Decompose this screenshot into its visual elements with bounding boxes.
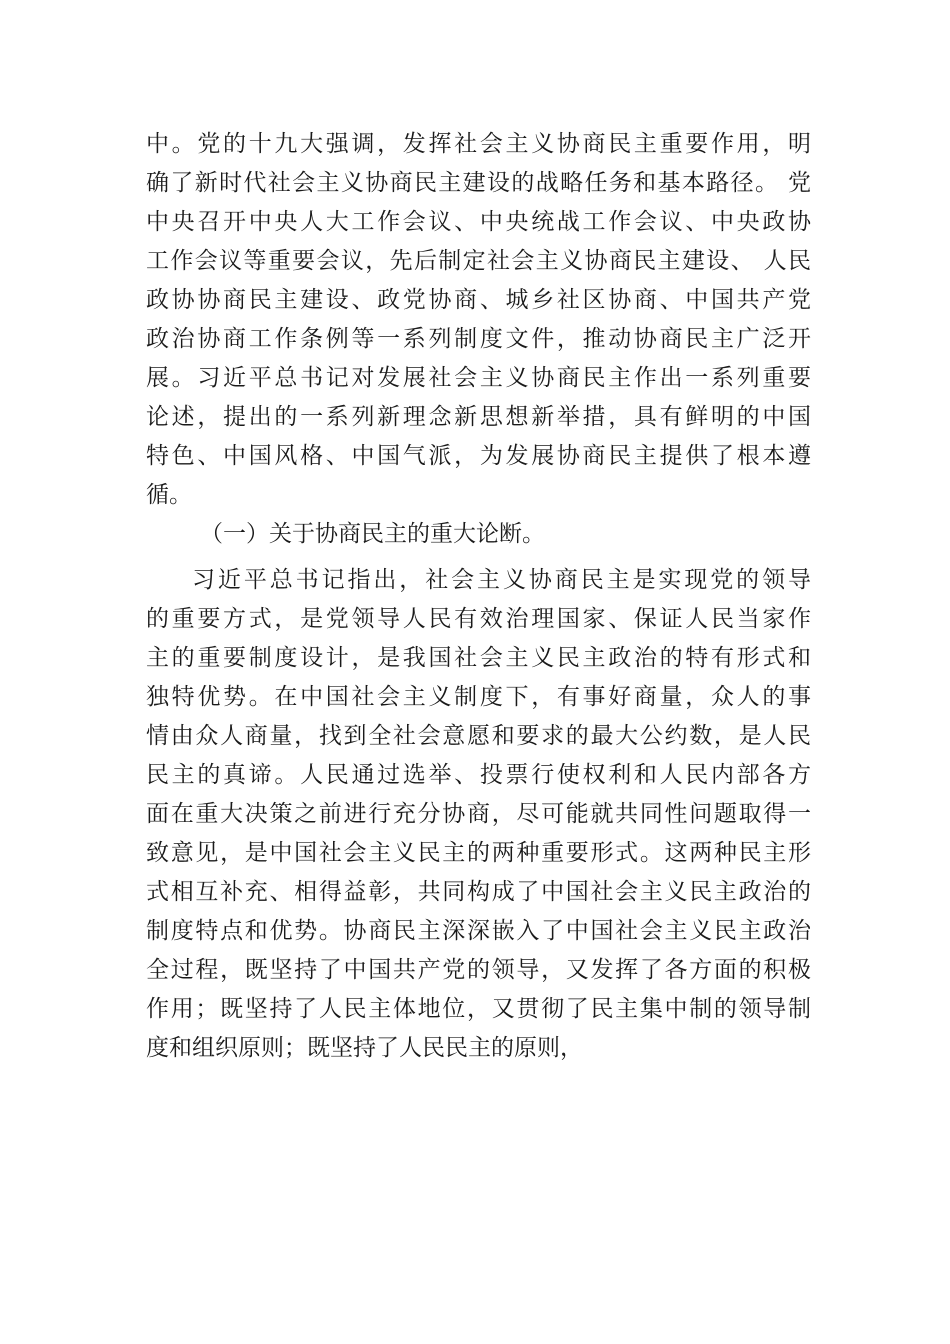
section-heading-block — [146, 515, 811, 554]
text-line: 式相互补充、相得益彰，共同构成了中国社会主义民主政治的 — [146, 879, 811, 905]
text-line: 制度特点和优势。协商民主深深嵌入了中国社会主义民主政治 — [146, 918, 811, 944]
text-line: 民主的真谛。人民通过选举、投票行使权利和人民内部各方 — [146, 762, 811, 788]
paragraph-main — [146, 561, 811, 1068]
text-line: 度和组织原则；既坚持了人民民主的原则， — [146, 1035, 583, 1061]
text-line: 面在重大决策之前进行充分协商，尽可能就共同性问题取得一 — [146, 801, 811, 827]
text-line: 主的重要制度设计，是我国社会主义民主政治的特有形式和 — [146, 645, 811, 671]
text-line: 作用；既坚持了人民主体地位，又贯彻了民主集中制的领导制 — [146, 996, 811, 1022]
text-line: 的重要方式，是党领导人民有效治理国家、保证人民当家作 — [146, 606, 811, 632]
text-line: 确了新时代社会主义协商民主建设的战略任务和基本路径。 党 — [146, 170, 811, 196]
text-line: 论述，提出的一系列新理念新思想新举措，具有鲜明的中国 — [146, 404, 811, 430]
text-line: 特色、中国风格、中国气派，为发展协商民主提供了根本遵 — [146, 443, 811, 469]
text-line: 工作会议等重要会议，先后制定社会主义协商民主建设、 人民 — [146, 248, 811, 274]
section-heading: （一）关于协商民主的重大论断。 — [200, 521, 545, 547]
text-line: 情由众人商量，找到全社会意愿和要求的最大公约数，是人民 — [146, 723, 811, 749]
text-line: 政协协商民主建设、政党协商、城乡社区协商、中国共产党 — [146, 287, 811, 313]
text-line: 习近平总书记指出，社会主义协商民主是实现党的领导 — [192, 567, 811, 593]
text-line: 政治协商工作条例等一系列制度文件，推动协商民主广泛开 — [146, 326, 811, 352]
text-line: 循。 — [146, 482, 192, 508]
text-line: 中央召开中央人大工作会议、中央统战工作会议、中央政协 — [146, 209, 811, 235]
text-line: 展。习近平总书记对发展社会主义协商民主作出一系列重要 — [146, 365, 811, 391]
text-line: 全过程，既坚持了中国共产党的领导，又发挥了各方面的积极 — [146, 957, 811, 983]
paragraph-continued — [146, 125, 811, 515]
text-line: 致意见，是中国社会主义民主的两种重要形式。这两种民主形 — [146, 840, 811, 866]
text-line: 中。党的十九大强调，发挥社会主义协商民主重要作用，明 — [146, 131, 811, 157]
text-line: 独特优势。在中国社会主义制度下，有事好商量，众人的事 — [146, 684, 811, 710]
